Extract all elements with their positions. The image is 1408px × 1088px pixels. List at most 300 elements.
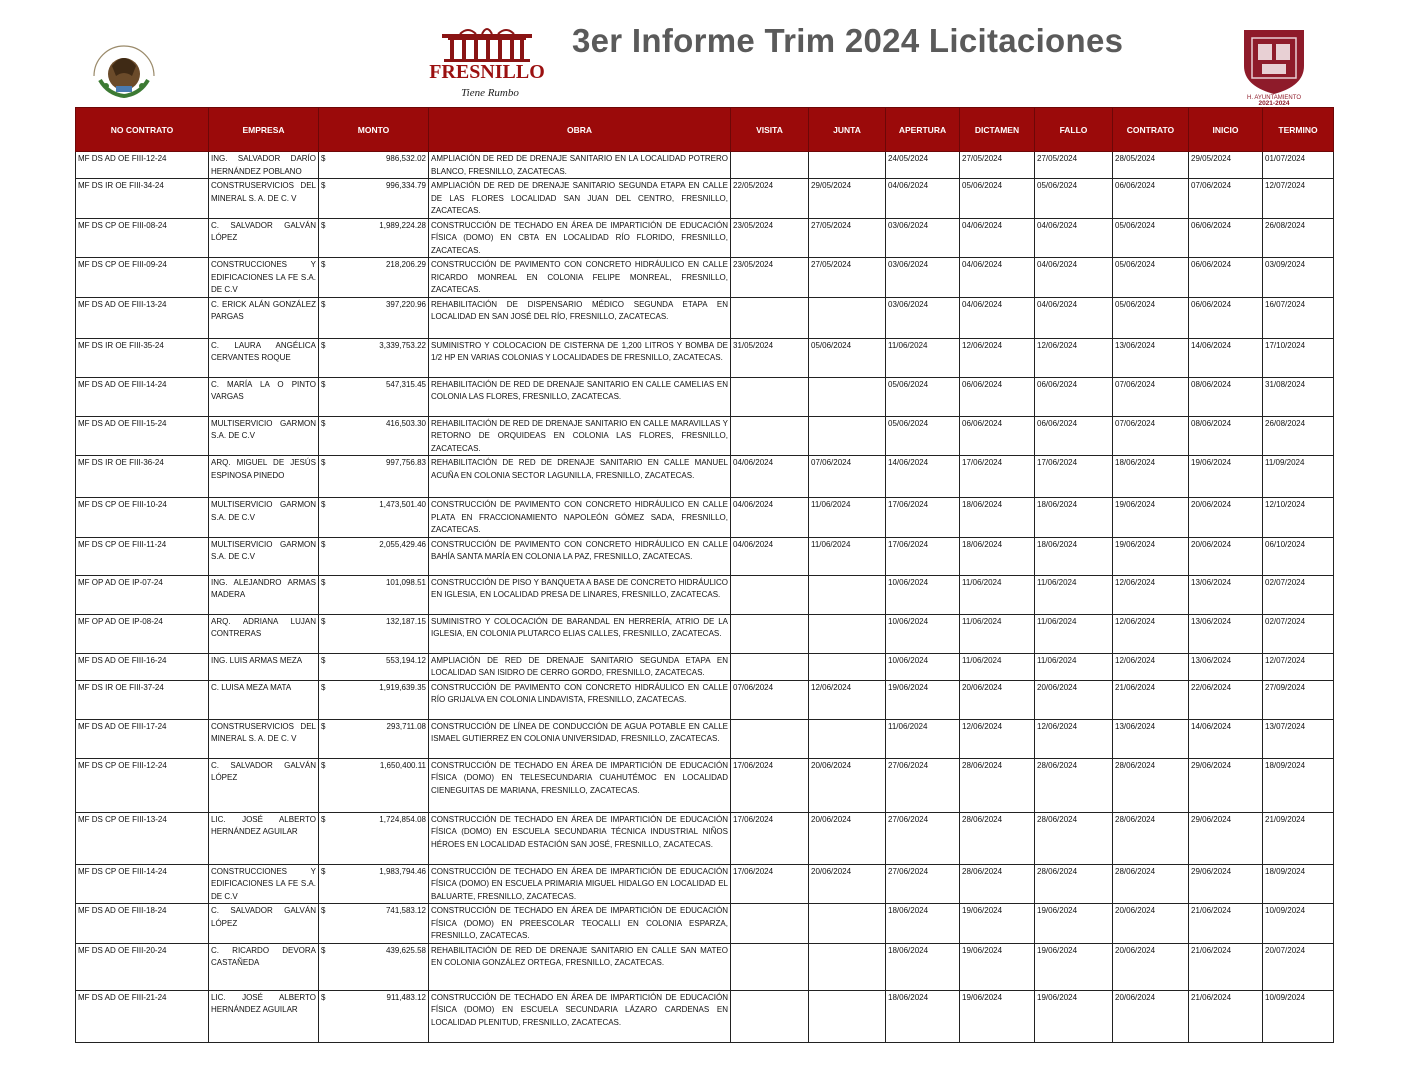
table-row [76,758,1334,812]
monto-cell [319,152,429,179]
fallo-cell: 19/06/2024 [1035,904,1113,944]
contrato-number-cell: MF OP AD OE IP-08-24 [76,614,209,653]
inicio-cell: 14/06/2024 [1189,338,1263,377]
monto-value: 293,711.08 [386,721,426,731]
visita-cell: 04/06/2024 [731,498,809,538]
fresnillo-tagline: Tiene Rumbo [461,87,519,99]
fallo-cell: 04/06/2024 [1035,218,1113,258]
empresa-cell: C. RICARDO DEVORA CASTAÑEDA [209,943,319,990]
contrato-number-cell: MF DS AD OE FIII-15-24 [76,416,209,456]
monto-cell [319,904,429,944]
contrato-date-cell: 13/06/2024 [1113,719,1189,758]
contrato-date-cell: 12/06/2024 [1113,653,1189,680]
termino-cell: 13/07/2024 [1263,719,1334,758]
monto-value: 2,055,429.46 [379,539,426,549]
apertura-cell: 10/06/2024 [886,614,960,653]
empresa-cell: LIC. JOSÉ ALBERTO HERNÁNDEZ AGUILAR [209,990,319,1042]
obra-cell: REHABILITACIÓN DE RED DE DRENAJE SANITARIO EN CALLE SAN MATEO EN COLONIA GONZÁLEZ ORTEGA, FRESNILLO, ZACATECAS. [429,943,731,990]
monto-value: 997,756.83 [385,458,426,467]
apertura-cell: 18/06/2024 [886,904,960,944]
monto-cell [319,338,429,377]
table-row [76,498,1334,538]
termino-cell: 31/08/2024 [1263,377,1334,416]
currency-symbol: $ [321,500,326,509]
fallo-cell: 27/05/2024 [1035,152,1113,179]
fallo-cell: 28/06/2024 [1035,864,1113,904]
column-header-contrato: CONTRATO [1113,108,1189,152]
fallo-cell: 18/06/2024 [1035,537,1113,575]
column-header-inicio: INICIO [1189,108,1263,152]
column-header-monto: MONTO [319,108,429,152]
junta-cell: 12/06/2024 [809,680,886,719]
monto-cell [319,179,429,219]
contrato-number-cell: MF DS CP OE FIII-10-24 [76,498,209,538]
contrato-date-cell: 05/06/2024 [1113,297,1189,338]
termino-cell: 01/07/2024 [1263,152,1334,179]
contrato-number-cell: MF DS AD OE FIII-12-24 [76,152,209,179]
apertura-cell: 03/06/2024 [886,297,960,338]
junta-cell [809,943,886,990]
apertura-cell: 05/06/2024 [886,377,960,416]
fallo-cell: 11/06/2024 [1035,614,1113,653]
currency-symbol: $ [321,299,326,309]
monto-value: 101,098.51 [385,577,426,587]
obra-cell: CONSTRUCCIÓN DE TECHADO EN ÁREA DE IMPARTICIÓN DE EDUCACIÓN FÍSICA (DOMO) EN ESCUELA PRIMARIA MIGUEL HIDALGO EN LOCALIDAD EL BALUARTE, FRESNILLO, ZACATECAS. [429,864,731,904]
dictamen-cell: 06/06/2024 [960,416,1035,456]
inicio-cell: 13/06/2024 [1189,575,1263,614]
obra-cell: CONSTRUCCIÓN DE PAVIMENTO CON CONCRETO HIDRÁULICO EN CALLE BAHÍA SANTA MARÍA EN COLONIA LA PAZ, FRESNILLO, ZACATECAS. [429,537,731,575]
dictamen-cell: 27/05/2024 [960,152,1035,179]
termino-cell: 10/09/2024 [1263,904,1334,944]
apertura-cell: 27/06/2024 [886,758,960,812]
junta-cell: 11/06/2024 [809,537,886,575]
dictamen-cell: 19/06/2024 [960,904,1035,944]
monto-value: 1,473,501.40 [379,500,426,509]
currency-symbol: $ [321,458,326,467]
junta-cell [809,152,886,179]
inicio-cell: 06/06/2024 [1189,218,1263,258]
apertura-cell: 04/06/2024 [886,179,960,219]
junta-cell [809,297,886,338]
visita-cell [731,719,809,758]
table-row [76,575,1334,614]
apertura-cell: 03/06/2024 [886,218,960,258]
fallo-cell: 28/06/2024 [1035,812,1113,864]
contrato-number-cell: MF DS AD OE FIII-13-24 [76,297,209,338]
fallo-cell: 28/06/2024 [1035,758,1113,812]
page-header [0,0,1408,108]
contrato-date-cell: 20/06/2024 [1113,990,1189,1042]
table-row [76,680,1334,719]
junta-cell [809,719,886,758]
apertura-cell: 11/06/2024 [886,719,960,758]
obra-cell: REHABILITACIÓN DE DISPENSARIO MÉDICO SEGUNDA ETAPA EN LOCALIDAD EN SAN JOSÉ DEL RÍO, FRESNILLO, ZACATECAS. [429,297,731,338]
junta-cell: 20/06/2024 [809,864,886,904]
monto-cell [319,614,429,653]
column-header-empresa: EMPRESA [209,108,319,152]
currency-symbol: $ [321,945,326,955]
empresa-cell: CONSTRUCCIONES Y EDIFICACIONES LA FE S.A. DE C.V [209,258,319,298]
obra-cell: SUMINISTRO Y COLOCACIÓN DE BARANDAL EN HERRERÍA, ATRIO DE LA IGLESIA, EN COLONIA PLUTARCO ELIAS CALLES, FRESNILLO, ZACATECAS. [429,614,731,653]
dictamen-cell: 20/06/2024 [960,680,1035,719]
contrato-date-cell: 28/05/2024 [1113,152,1189,179]
visita-cell [731,152,809,179]
monto-cell [319,575,429,614]
monto-cell [319,498,429,538]
contrato-date-cell: 20/06/2024 [1113,943,1189,990]
dictamen-cell: 12/06/2024 [960,338,1035,377]
apertura-cell: 27/06/2024 [886,812,960,864]
monto-cell [319,758,429,812]
table-row [76,719,1334,758]
apertura-cell: 11/06/2024 [886,338,960,377]
visita-cell: 17/06/2024 [731,864,809,904]
empresa-cell: ARQ. ADRIANA LUJAN CONTRERAS [209,614,319,653]
obra-cell: REHABILITACIÓN DE RED DE DRENAJE SANITARIO EN CALLE MANUEL ACUÑA EN COLONIA SECTOR LAGUNILLA, FRESNILLO, ZACATECAS. [429,456,731,498]
ayuntamiento-shield-icon [1236,26,1312,106]
inicio-cell: 20/06/2024 [1189,537,1263,575]
contrato-date-cell: 05/06/2024 [1113,258,1189,298]
currency-symbol: $ [321,906,326,915]
dictamen-cell: 11/06/2024 [960,614,1035,653]
dictamen-cell: 18/06/2024 [960,537,1035,575]
monto-cell [319,218,429,258]
contrato-date-cell: 07/06/2024 [1113,377,1189,416]
dictamen-cell: 04/06/2024 [960,297,1035,338]
dictamen-cell: 04/06/2024 [960,258,1035,298]
junta-cell: 20/06/2024 [809,812,886,864]
fallo-cell: 12/06/2024 [1035,719,1113,758]
monto-value: 911,483.12 [386,992,426,1002]
termino-cell: 18/09/2024 [1263,864,1334,904]
table-body [76,152,1334,1043]
column-header-fallo: FALLO [1035,108,1113,152]
termino-cell: 12/10/2024 [1263,498,1334,538]
empresa-cell: CONSTRUCCIONES Y EDIFICACIONES LA FE S.A. DE C.V [209,864,319,904]
fallo-cell: 20/06/2024 [1035,680,1113,719]
junta-cell [809,614,886,653]
monto-value: 1,983,794.46 [379,866,426,876]
inicio-cell: 29/06/2024 [1189,812,1263,864]
termino-cell: 12/07/2024 [1263,653,1334,680]
monto-value: 416,503.30 [385,418,426,428]
contrato-number-cell: MF DS CP OE FIII-09-24 [76,258,209,298]
empresa-cell: LIC. JOSÉ ALBERTO HERNÁNDEZ AGUILAR [209,812,319,864]
empresa-cell: CONSTRUSERVICIOS DEL MINERAL S. A. DE C. V [209,179,319,219]
currency-symbol: $ [321,340,326,350]
obra-cell: REHABILITACIÓN DE RED DE DRENAJE SANITARIO EN CALLE CAMELIAS EN COLONIA LAS FLORES, FRESNILLO, ZACATECAS. [429,377,731,416]
contrato-number-cell: MF DS AD OE FIII-20-24 [76,943,209,990]
table-row [76,653,1334,680]
contrato-number-cell: MF DS AD OE FIII-14-24 [76,377,209,416]
visita-cell: 17/06/2024 [731,812,809,864]
empresa-cell: MULTISERVICIO GARMON S.A. DE C.V [209,498,319,538]
empresa-cell: CONSTRUSERVICIOS DEL MINERAL S. A. DE C. V [209,719,319,758]
junta-cell [809,653,886,680]
monto-value: 397,220.96 [385,299,426,309]
obra-cell: CONSTRUCCIÓN DE TECHADO EN ÁREA DE IMPARTICIÓN DE EDUCACIÓN FÍSICA (DOMO) EN TELESECUNDARIA CUAHUTÉMOC EN LOCALIDAD CIENEGUITAS DE MARIANA, FRESNILLO, ZACATECAS. [429,758,731,812]
dictamen-cell: 06/06/2024 [960,377,1035,416]
termino-cell: 02/07/2024 [1263,575,1334,614]
currency-symbol: $ [321,814,326,824]
junta-cell: 27/05/2024 [809,258,886,298]
apertura-cell: 24/05/2024 [886,152,960,179]
empresa-cell: C. SALVADOR GALVÁN LÓPEZ [209,904,319,944]
monto-cell [319,258,429,298]
dictamen-cell: 19/06/2024 [960,990,1035,1042]
visita-cell [731,575,809,614]
monto-cell [319,416,429,456]
monto-cell [319,812,429,864]
contrato-number-cell: MF DS AD OE FIII-18-24 [76,904,209,944]
inicio-cell: 07/06/2024 [1189,179,1263,219]
currency-symbol: $ [321,181,326,190]
obra-cell: CONSTRUCCIÓN DE PISO Y BANQUETA A BASE DE CONCRETO HIDRÁULICO EN IGLESIA, EN LOCALIDAD PRESA DE LINARES, FRESNILLO, ZACATECAS. [429,575,731,614]
visita-cell: 22/05/2024 [731,179,809,219]
inicio-cell: 19/06/2024 [1189,456,1263,498]
inicio-cell: 06/06/2024 [1189,297,1263,338]
fresnillo-logo [420,26,554,102]
table-row [76,904,1334,944]
monto-value: 986,532.02 [385,154,426,163]
visita-cell [731,653,809,680]
fallo-cell: 04/06/2024 [1035,297,1113,338]
monto-cell [319,719,429,758]
fallo-cell: 19/06/2024 [1035,943,1113,990]
junta-cell: 27/05/2024 [809,218,886,258]
table-row [76,943,1334,990]
visita-cell [731,904,809,944]
dictamen-cell: 11/06/2024 [960,575,1035,614]
inicio-cell: 22/06/2024 [1189,680,1263,719]
contrato-date-cell: 19/06/2024 [1113,537,1189,575]
ayuntamiento-text: H. AYUNTAMIENTO [1246,95,1302,101]
apertura-cell: 05/06/2024 [886,416,960,456]
monto-cell [319,653,429,680]
junta-cell [809,575,886,614]
termino-cell: 06/10/2024 [1263,537,1334,575]
table-row [76,338,1334,377]
termino-cell: 10/09/2024 [1263,990,1334,1042]
empresa-cell: ARQ. MIGUEL DE JESÚS ESPINOSA PINEDO [209,456,319,498]
column-header-dictamen: DICTAMEN [960,108,1035,152]
termino-cell: 02/07/2024 [1263,614,1334,653]
obra-cell: CONSTRUCCIÓN DE PAVIMENTO CON CONCRETO HIDRÁULICO EN CALLE RÍO GRIJALVA EN COLONIA LINDAVISTA, FRESNILLO, ZACATECAS. [429,680,731,719]
fallo-cell: 11/06/2024 [1035,653,1113,680]
obra-cell: SUMINISTRO Y COLOCACION DE CISTERNA DE 1,200 LITROS Y BOMBA DE 1/2 HP EN VARIAS COLONIAS Y LOCALIDADES DE FRESNILLO, ZACATECAS. [429,338,731,377]
dictamen-cell: 28/06/2024 [960,758,1035,812]
table-row [76,152,1334,179]
empresa-cell: C. LUISA MEZA MATA [209,680,319,719]
column-header-termino: TERMINO [1263,108,1334,152]
termino-cell: 21/09/2024 [1263,812,1334,864]
apertura-cell: 27/06/2024 [886,864,960,904]
monto-value: 741,583.12 [385,906,426,915]
fallo-cell: 06/06/2024 [1035,377,1113,416]
contrato-date-cell: 12/06/2024 [1113,614,1189,653]
monto-value: 132,187.15 [385,616,426,626]
monto-value: 218,206.29 [385,260,426,269]
junta-cell: 11/06/2024 [809,498,886,538]
empresa-cell: MULTISERVICIO GARMON S.A. DE C.V [209,537,319,575]
junta-cell: 20/06/2024 [809,758,886,812]
obra-cell: CONSTRUCCIÓN DE TECHADO EN ÁREA DE IMPARTICIÓN DE EDUCACIÓN FÍSICA (DOMO) EN ESCUELA SECUNDARIA TÉCNICA INDUSTRIAL NIÑOS HÉROES EN LOCALIDAD ESTACIÓN SAN JOSÉ, FRESNILLO, ZACATECAS. [429,812,731,864]
empresa-cell: C. LAURA ANGÉLICA CERVANTES ROQUE [209,338,319,377]
contrato-number-cell: MF DS AD OE FIII-21-24 [76,990,209,1042]
monto-cell [319,864,429,904]
contrato-date-cell: 05/06/2024 [1113,218,1189,258]
empresa-cell: C. ERICK ALÁN GONZÁLEZ PARGAS [209,297,319,338]
dictamen-cell: 17/06/2024 [960,456,1035,498]
monto-value: 1,650,400.11 [379,760,426,770]
junta-cell [809,377,886,416]
junta-cell: 05/06/2024 [809,338,886,377]
monto-value: 3,339,753.22 [379,340,426,350]
empresa-cell: ING. SALVADOR DARÍO HERNÁNDEZ POBLANO [209,152,319,179]
contrato-date-cell: 19/06/2024 [1113,498,1189,538]
inicio-cell: 20/06/2024 [1189,498,1263,538]
page-title: 3er Informe Trim 2024 Licitaciones [572,22,1124,59]
monto-cell [319,680,429,719]
contrato-number-cell: MF DS CP OE FIII-13-24 [76,812,209,864]
termino-cell: 12/07/2024 [1263,179,1334,219]
dictamen-cell: 11/06/2024 [960,653,1035,680]
apertura-cell: 10/06/2024 [886,653,960,680]
currency-symbol: $ [321,379,326,389]
empresa-cell: C. SALVADOR GALVÁN LÓPEZ [209,218,319,258]
obra-cell: CONSTRUCCIÓN DE TECHADO EN ÁREA DE IMPARTICIÓN DE EDUCACIÓN FÍSICA (DOMO) EN CBTA EN LOCALIDAD RÍO FLORIDO, FRESNILLO, ZACATECAS. [429,218,731,258]
apertura-cell: 17/06/2024 [886,498,960,538]
fallo-cell: 05/06/2024 [1035,179,1113,219]
inicio-cell: 08/06/2024 [1189,416,1263,456]
monto-value: 996,334.79 [385,181,426,190]
obra-cell: REHABILITACIÓN DE RED DE DRENAJE SANITARIO EN CALLE MARAVILLAS Y RETORNO DE ORQUIDEAS EN COLONIA LAS FLORES, FRESNILLO, ZACATECAS. [429,416,731,456]
table-row [76,812,1334,864]
monto-cell [319,990,429,1042]
visita-cell: 04/06/2024 [731,537,809,575]
fallo-cell: 06/06/2024 [1035,416,1113,456]
monto-value: 553,194.12 [385,655,426,665]
contrato-date-cell: 21/06/2024 [1113,680,1189,719]
apertura-cell: 18/06/2024 [886,943,960,990]
empresa-cell: ING. ALEJANDRO ARMAS MADERA [209,575,319,614]
junta-cell: 29/05/2024 [809,179,886,219]
obra-cell: CONSTRUCCIÓN DE LÍNEA DE CONDUCCIÓN DE AGUA POTABLE EN CALLE ISMAEL GUTIERREZ EN COLONIA UNIVERSIDAD, FRESNILLO, ZACATECAS. [429,719,731,758]
empresa-cell: ING. LUIS ARMAS MEZA [209,653,319,680]
visita-cell [731,416,809,456]
inicio-cell: 21/06/2024 [1189,904,1263,944]
table-row [76,218,1334,258]
junta-cell [809,990,886,1042]
obra-cell: CONSTRUCCIÓN DE TECHADO EN ÁREA DE IMPARTICIÓN DE EDUCACIÓN FÍSICA (DOMO) EN PREESCOLAR TEOCALLI EN COLONIA ESPARZA, FRESNILLO, ZACATECAS. [429,904,731,944]
table-row [76,456,1334,498]
currency-symbol: $ [321,260,326,269]
inicio-cell: 21/06/2024 [1189,943,1263,990]
ayuntamiento-years: 2021-2024 [1258,100,1290,106]
licitaciones-table [75,107,1334,1043]
contrato-date-cell: 06/06/2024 [1113,179,1189,219]
termino-cell: 20/07/2024 [1263,943,1334,990]
contrato-date-cell: 07/06/2024 [1113,416,1189,456]
fresnillo-logo-text: FRESNILLO [429,61,545,83]
visita-cell: 17/06/2024 [731,758,809,812]
termino-cell: 27/09/2024 [1263,680,1334,719]
monto-cell [319,537,429,575]
inicio-cell: 14/06/2024 [1189,719,1263,758]
contrato-number-cell: MF DS IR OE FIII-34-24 [76,179,209,219]
contrato-date-cell: 12/06/2024 [1113,575,1189,614]
monto-value: 1,724,854.08 [379,814,426,824]
fallo-cell: 18/06/2024 [1035,498,1113,538]
monto-cell [319,943,429,990]
dictamen-cell: 19/06/2024 [960,943,1035,990]
contrato-number-cell: MF DS CP OE FIII-08-24 [76,218,209,258]
obra-cell: CONSTRUCCIÓN DE PAVIMENTO CON CONCRETO HIDRÁULICO EN CALLE RICARDO MONREAL EN COLONIA FELIPE MONREAL, FRESNILLO, ZACATECAS. [429,258,731,298]
contrato-date-cell: 28/06/2024 [1113,864,1189,904]
contrato-number-cell: MF DS CP OE FIII-11-24 [76,537,209,575]
dictamen-cell: 04/06/2024 [960,218,1035,258]
termino-cell: 26/08/2024 [1263,218,1334,258]
monto-cell [319,297,429,338]
table-row [76,416,1334,456]
monto-value: 547,315.45 [385,379,426,389]
fallo-cell: 04/06/2024 [1035,258,1113,298]
apertura-cell: 17/06/2024 [886,537,960,575]
termino-cell: 17/10/2024 [1263,338,1334,377]
column-header-obra: OBRA [429,108,731,152]
empresa-cell: C. SALVADOR GALVÁN LÓPEZ [209,758,319,812]
currency-symbol: $ [321,154,326,163]
table-row [76,297,1334,338]
column-header-no-contrato: NO CONTRATO [76,108,209,152]
dictamen-cell: 05/06/2024 [960,179,1035,219]
contrato-date-cell: 13/06/2024 [1113,338,1189,377]
inicio-cell: 21/06/2024 [1189,990,1263,1042]
currency-symbol: $ [321,616,326,626]
junta-cell [809,904,886,944]
inicio-cell: 08/06/2024 [1189,377,1263,416]
apertura-cell: 14/06/2024 [886,456,960,498]
visita-cell: 23/05/2024 [731,258,809,298]
contrato-date-cell: 18/06/2024 [1113,456,1189,498]
obra-cell: AMPLIACIÓN DE RED DE DRENAJE SANITARIO SEGUNDA ETAPA EN LOCALIDAD SAN ISIDRO DE CERRO GORDO, FRESNILLO, ZACATECAS. [429,653,731,680]
visita-cell: 23/05/2024 [731,218,809,258]
inicio-cell: 13/06/2024 [1189,653,1263,680]
obra-cell: CONSTRUCCIÓN DE PAVIMENTO CON CONCRETO HIDRÁULICO EN CALLE PLATA EN FRACCIONAMIENTO NAPOLEÓN GÓMEZ SADA, FRESNILLO, ZACATECAS. [429,498,731,538]
visita-cell [731,943,809,990]
apertura-cell: 19/06/2024 [886,680,960,719]
dictamen-cell: 12/06/2024 [960,719,1035,758]
contrato-number-cell: MF DS CP OE FIII-12-24 [76,758,209,812]
obra-cell: AMPLIACIÓN DE RED DE DRENAJE SANITARIO SEGUNDA ETAPA EN CALLE DE LAS FLORES LOCALIDAD SAN JUAN DEL CENTRO, FRESNILLO, ZACATECAS. [429,179,731,219]
table-row [76,990,1334,1042]
mexico-coat-of-arms-icon [86,36,162,100]
fallo-cell: 12/06/2024 [1035,338,1113,377]
contrato-number-cell: MF OP AD OE IP-07-24 [76,575,209,614]
dictamen-cell: 18/06/2024 [960,498,1035,538]
currency-symbol: $ [321,539,326,549]
apertura-cell: 10/06/2024 [886,575,960,614]
inicio-cell: 06/06/2024 [1189,258,1263,298]
monto-cell [319,377,429,416]
visita-cell [731,614,809,653]
termino-cell: 26/08/2024 [1263,416,1334,456]
visita-cell [731,297,809,338]
contrato-number-cell: MF DS IR OE FIII-35-24 [76,338,209,377]
apertura-cell: 18/06/2024 [886,990,960,1042]
currency-symbol: $ [321,655,326,665]
visita-cell [731,377,809,416]
